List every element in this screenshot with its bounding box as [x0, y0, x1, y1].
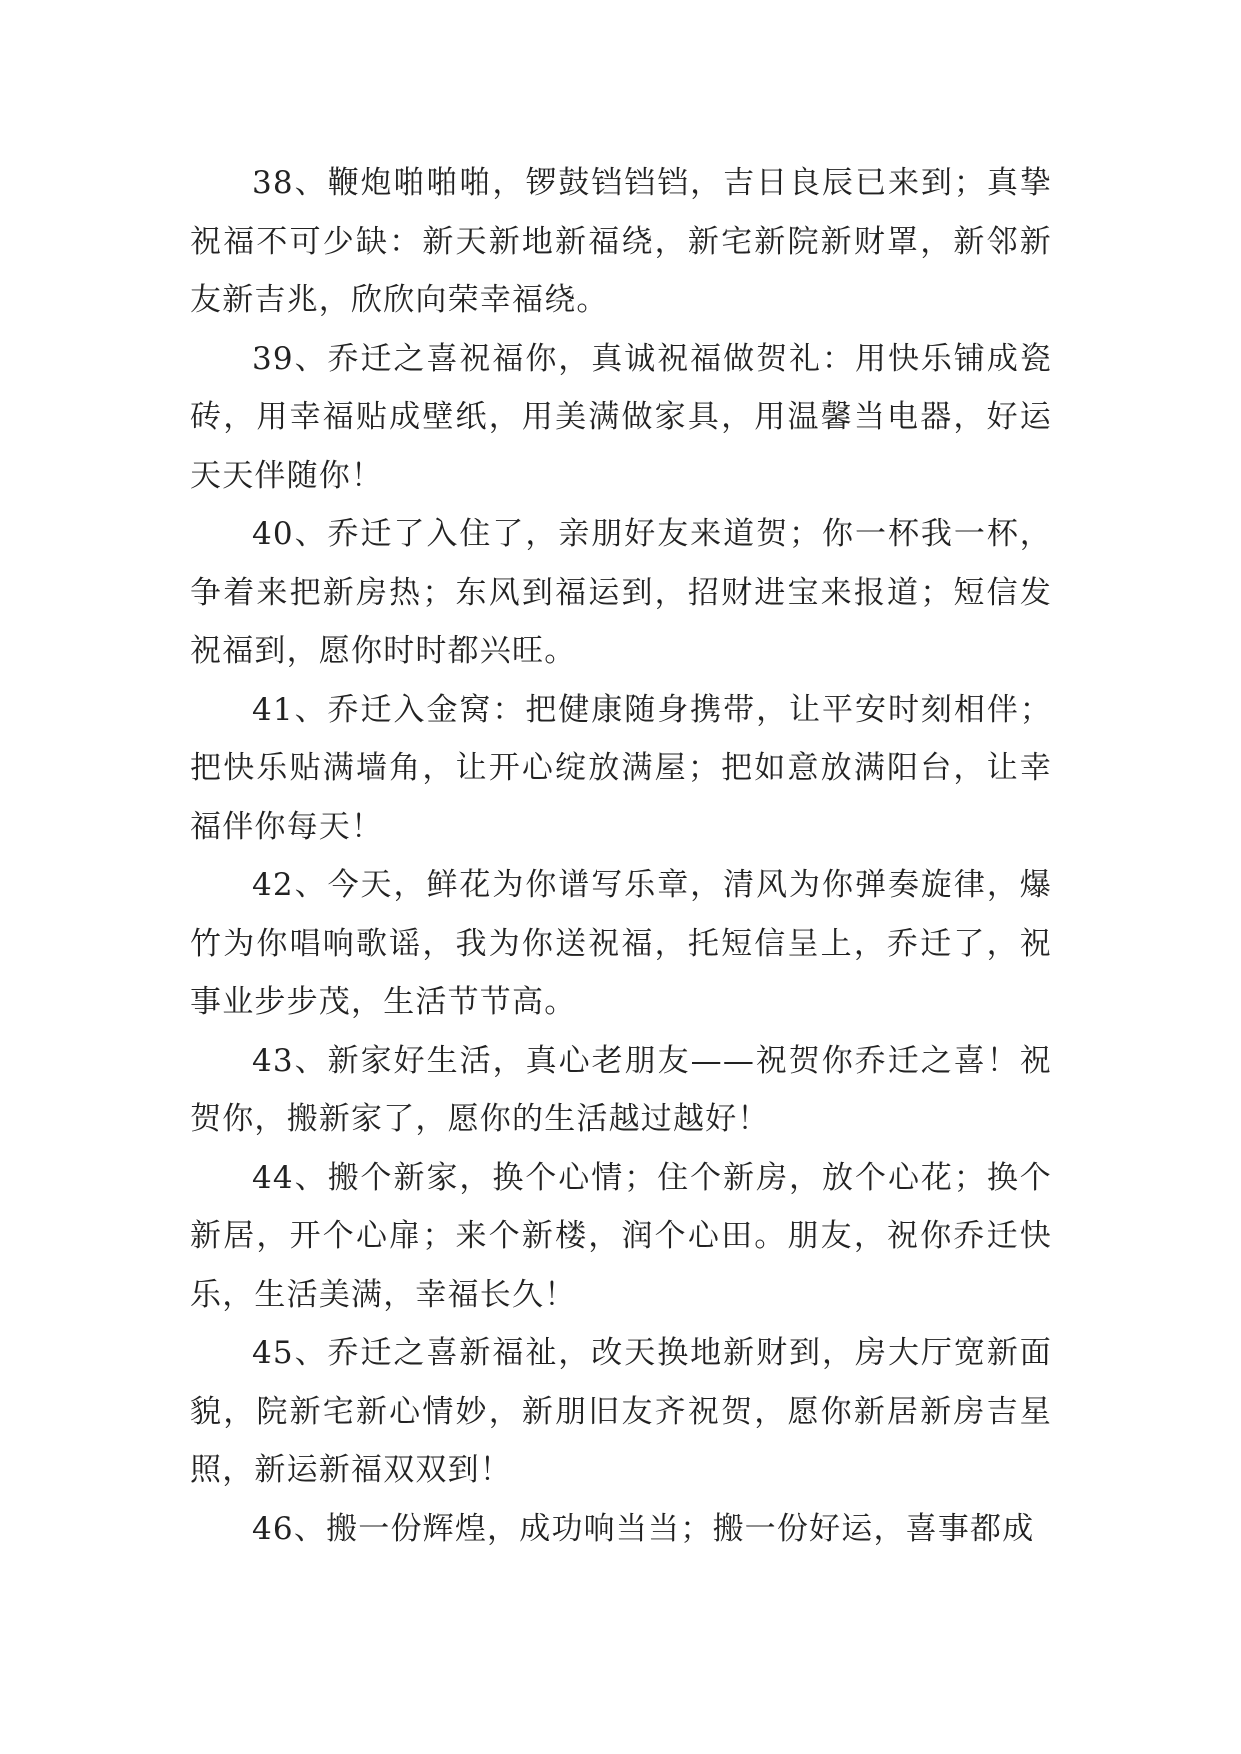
document-body — [190, 154, 1052, 1558]
paragraph-44: 44、搬个新家，换个心情；住个新房，放个心花；换个新居，开个心扉；来个新楼，润个心田。朋友，祝你乔迁快乐，生活美满，幸福长久！ — [190, 1159, 1052, 1313]
paragraph-45: 45、乔迁之喜新福祉，改天换地新财到，房大厅宽新面貌，院新宅新心情妙，新朋旧友齐祝贺，愿你新居新房吉星照，新运新福双双到！ — [190, 1335, 1052, 1488]
paragraph-40: 40、乔迁了入住了，亲朋好友来道贺；你一杯我一杯，争着来把新房热；东风到福运到，招财进宝来报道；短信发祝福到，愿你时时都兴旺。 — [190, 516, 1052, 669]
paragraph-39: 39、乔迁之喜祝福你，真诚祝福做贺礼：用快乐铺成瓷砖，用幸福贴成壁纸，用美满做家具，用温馨当电器，好运天天伴随你！ — [190, 340, 1052, 494]
paragraph-38: 38、鞭炮啪啪啪，锣鼓铛铛铛，吉日良辰已来到；真挚祝福不可少缺：新天新地新福绕，新宅新院新财罩，新邻新友新吉兆，欣欣向荣幸福绕。 — [190, 165, 1052, 318]
paragraph-41: 41、乔迁入金窝：把健康随身携带，让平安时刻相伴；把快乐贴满墙角，让开心绽放满屋；把如意放满阳台，让幸福伴你每天！ — [190, 691, 1052, 845]
paragraph-42: 42、今天，鲜花为你谱写乐章，清风为你弹奏旋律，爆竹为你唱响歌谣，我为你送祝福，托短信呈上，乔迁了，祝事业步步茂，生活节节高。 — [190, 867, 1052, 1020]
paragraph-43: 43、新家好生活，真心老朋友——祝贺你乔迁之喜！祝贺你，搬新家了，愿你的生活越过越好！ — [190, 1042, 1052, 1137]
paragraph-46: 46、搬一份辉煌，成功响当当；搬一份好运，喜事都成 — [252, 1510, 1035, 1547]
